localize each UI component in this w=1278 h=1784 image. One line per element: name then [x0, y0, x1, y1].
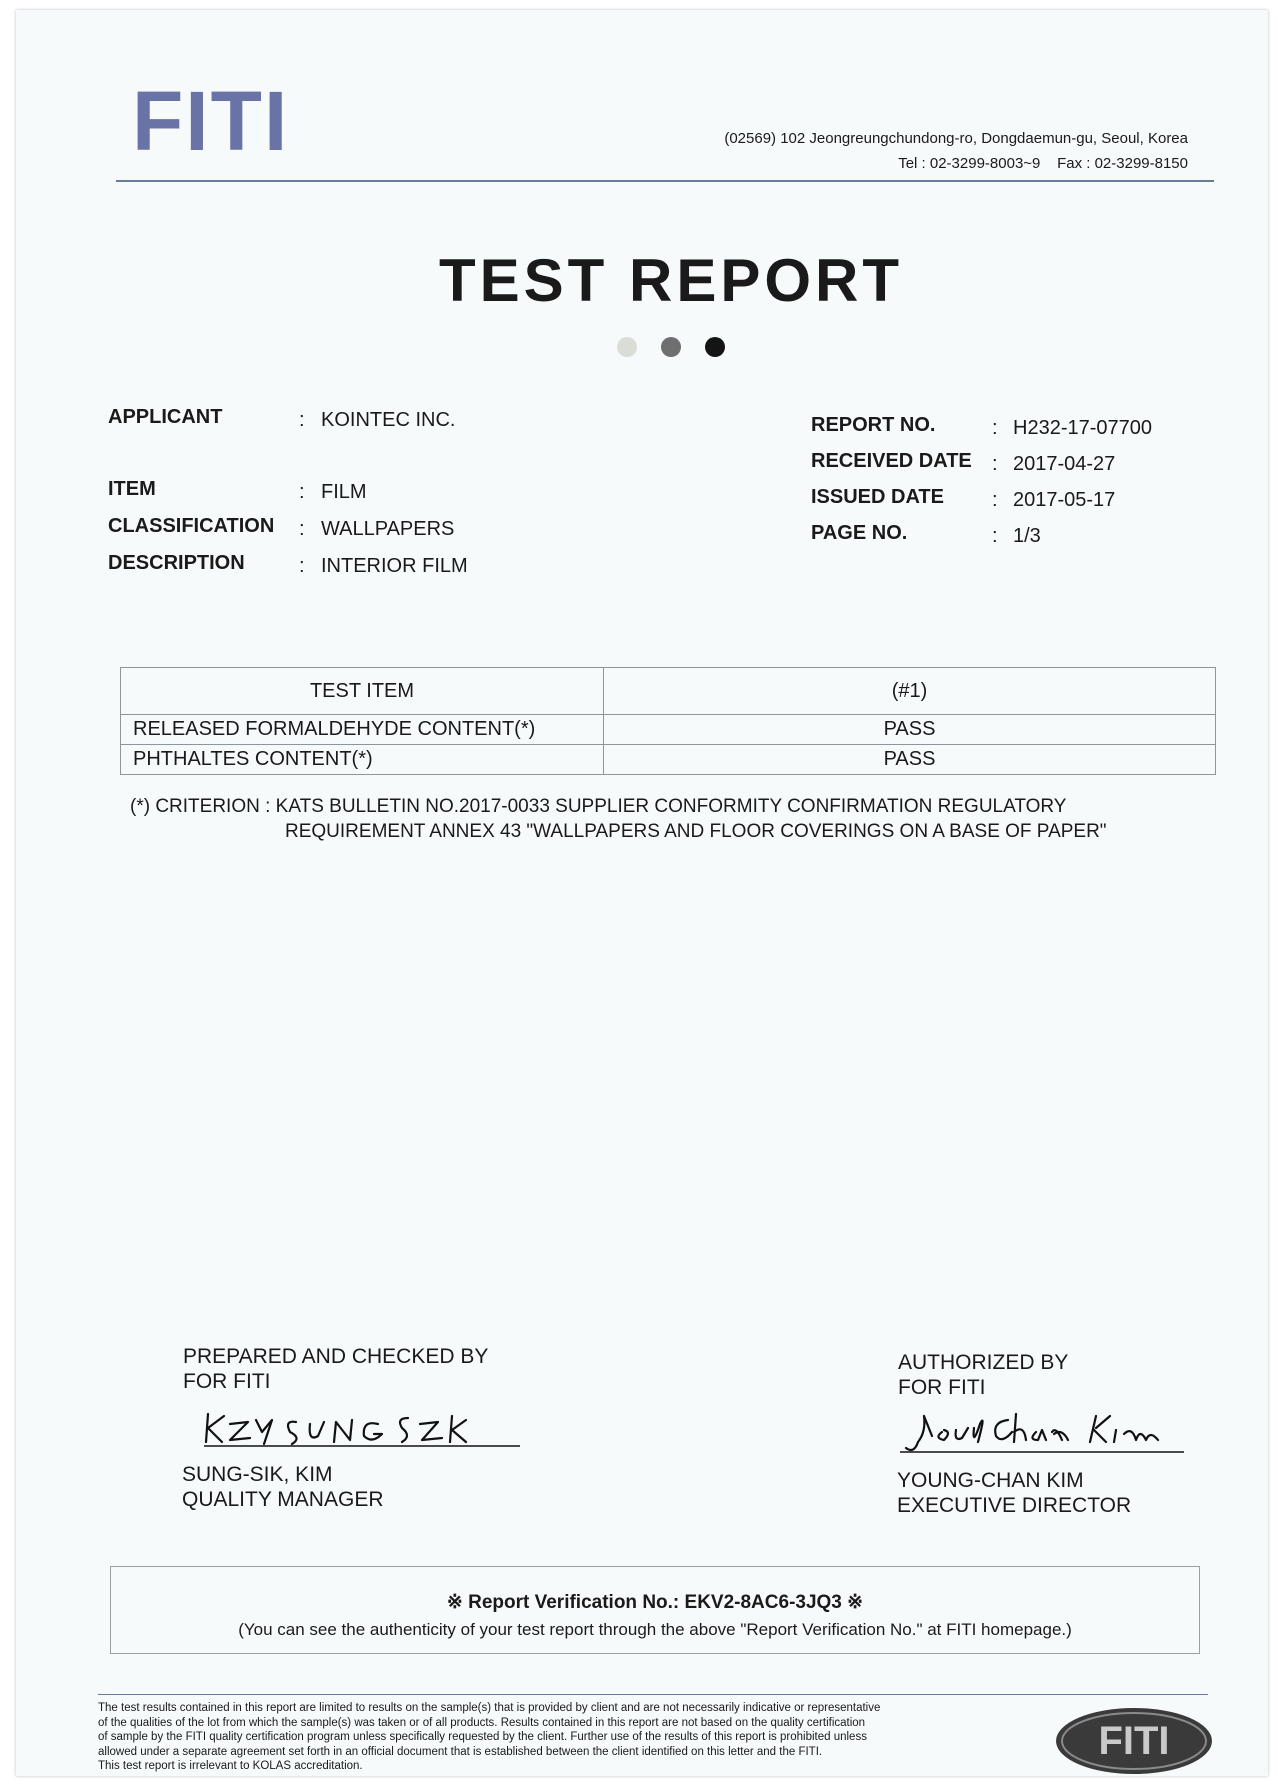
tel-label: Tel : [898, 155, 926, 172]
page-no-label: PAGE NO. [811, 522, 908, 544]
issued-date-colon: : [992, 489, 998, 511]
classification-colon: : [299, 518, 305, 540]
description-value: INTERIOR FILM [321, 555, 468, 577]
report-no-colon: : [992, 417, 998, 439]
fax-number: 02-3299-8150 [1094, 155, 1188, 172]
report-title: TEST REPORT [438, 247, 904, 314]
received-date-value: 2017-04-27 [1013, 453, 1116, 475]
criterion-note [130, 794, 1107, 844]
fiti-logo [132, 80, 332, 170]
row-2-result: PASS [604, 745, 1216, 775]
authorized-position: EXECUTIVE DIRECTOR [897, 1494, 1132, 1517]
header-divider [116, 180, 1214, 182]
prepared-heading: PREPARED AND CHECKED BY [183, 1345, 489, 1368]
applicant-colon: : [299, 409, 305, 431]
authorized-heading-block [898, 1350, 1068, 1400]
report-no-label: REPORT NO. [811, 414, 936, 436]
footer-line-4: allowed under a separate agreement set forth in an official document that is established between the client identified on this letter and the FITI. [98, 1745, 823, 1758]
verification-note: (You can see the authenticity of your test report through the above "Report Verification No." at FITI homepage.) [238, 1620, 1072, 1639]
prepared-position: QUALITY MANAGER [182, 1488, 384, 1511]
footer-disclaimer [98, 1701, 998, 1774]
authorized-heading: AUTHORIZED BY [898, 1351, 1069, 1374]
dot-light [617, 337, 637, 357]
applicant-label: APPLICANT [108, 406, 223, 428]
classification-label: CLASSIFICATION [108, 515, 275, 537]
table-header-row [121, 668, 1216, 715]
dot-mid [661, 337, 681, 357]
footer-line-1: The test results contained in this report are limited to results on the sample(s) that is provided by client and are not necessarily indicative or representative [98, 1702, 881, 1714]
received-date-label: RECEIVED DATE [811, 450, 972, 472]
criterion-line-1: (*) CRITERION : KATS BULLETIN NO.2017-0033 SUPPLIER CONFORMITY CONFIRMATION REGULATORY [130, 796, 1067, 817]
authorized-signature [896, 1402, 1186, 1462]
report-no-value: H232-17-07700 [1013, 417, 1152, 439]
prepared-org: FOR FITI [183, 1370, 271, 1393]
table-row [121, 715, 1216, 745]
criterion-line-2: REQUIREMENT ANNEX 43 "WALLPAPERS AND FLOOR COVERINGS ON A BASE OF PAPER" [285, 821, 1107, 842]
footer-line-3: of sample by the FITI quality certification program unless specifically requested by the client. Further use of the results of this report is prohibited unless [98, 1731, 867, 1743]
header-test-item: TEST ITEM [121, 668, 604, 715]
row-1-result: PASS [604, 715, 1216, 745]
description-colon: : [299, 555, 305, 577]
row-1-test-item: RELEASED FORMALDEHYDE CONTENT(*) [121, 715, 604, 745]
title-dots [616, 336, 736, 358]
authorized-org: FOR FITI [898, 1376, 986, 1399]
stamp-text: FITI [1098, 1719, 1170, 1763]
description-label: DESCRIPTION [108, 552, 245, 574]
report-page [16, 10, 1268, 1776]
item-value: FILM [321, 481, 367, 503]
tel-number: 02-3299-8003~9 [929, 155, 1041, 172]
classification-value: WALLPAPERS [321, 518, 455, 540]
item-label: ITEM [108, 478, 156, 500]
prepared-name-block [182, 1462, 384, 1512]
prepared-signature [202, 1406, 522, 1456]
verification-number: ※ Report Verification No.: EKV2-8AC6-3JQ3 ※ [446, 1592, 864, 1613]
prepared-heading-block [183, 1344, 488, 1394]
results-table [120, 667, 1216, 775]
issued-date-label: ISSUED DATE [811, 486, 944, 508]
company-address-block [724, 126, 1188, 176]
footer-line-2: of the qualities of the lot from which the sample(s) was taken or of all products. Results contained in this report are not based on the quality certification [98, 1716, 866, 1729]
fiti-stamp [1054, 1706, 1214, 1776]
page-no-colon: : [992, 525, 998, 547]
received-date-colon: : [992, 453, 998, 475]
applicant-value: KOINTEC INC. [321, 409, 456, 431]
row-2-test-item: PHTHALTES CONTENT(*) [121, 745, 604, 775]
item-colon: : [299, 481, 305, 503]
page-no-value: 1/3 [1013, 525, 1041, 547]
verification-box [110, 1566, 1200, 1654]
authorized-name: YOUNG-CHAN KIM [897, 1469, 1084, 1492]
footer-divider [98, 1694, 1208, 1695]
contact-line [724, 151, 1188, 176]
company-address: (02569) 102 Jeongreungchundong-ro, Dongdaemun-gu, Seoul, Korea [724, 130, 1188, 147]
fax-label: Fax : [1057, 155, 1091, 172]
header-sample: (#1) [604, 668, 1216, 715]
fiti-logo-text: FITI [132, 80, 290, 168]
prepared-name: SUNG-SIK, KIM [182, 1463, 333, 1486]
footer-line-5: This test report is irrelevant to KOLAS accreditation. [98, 1760, 363, 1772]
table-row [121, 745, 1216, 775]
authorized-name-block [897, 1468, 1131, 1518]
dot-dark [705, 337, 725, 357]
issued-date-value: 2017-05-17 [1013, 489, 1116, 511]
